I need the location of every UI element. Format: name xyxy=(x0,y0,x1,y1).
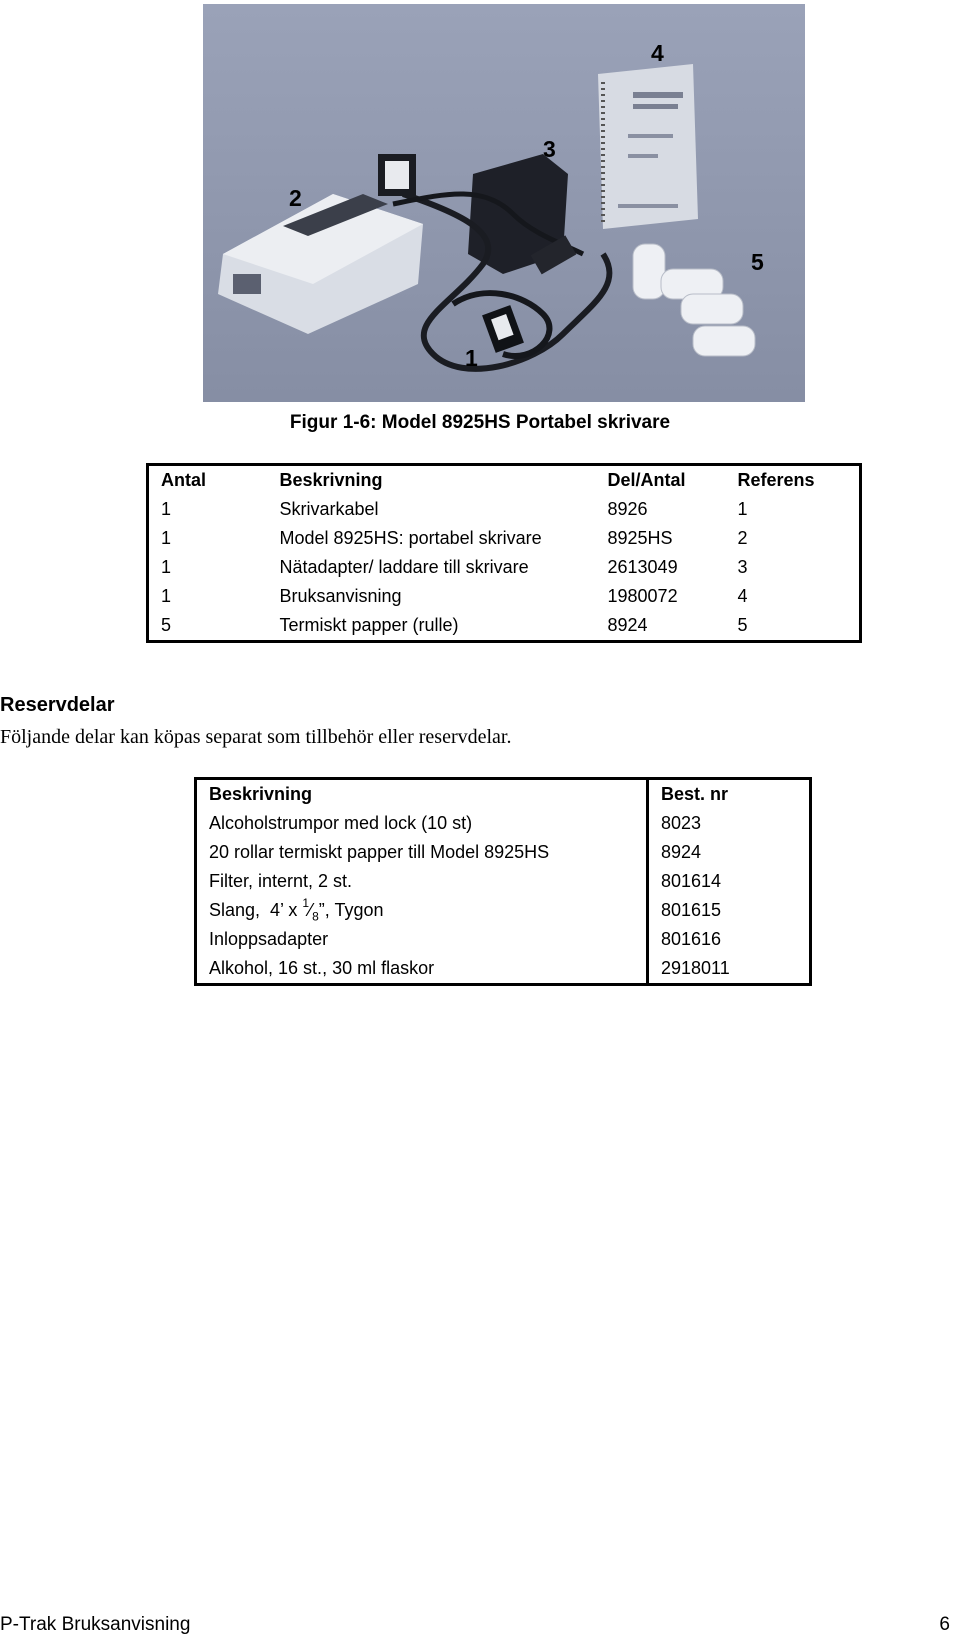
cell: 8925HS xyxy=(607,528,673,548)
cell: Termiskt papper (rulle) xyxy=(279,615,459,635)
cell: 1 xyxy=(161,499,172,519)
cell: 5 xyxy=(737,615,748,635)
spares-table xyxy=(194,777,812,986)
cell: 8023 xyxy=(648,809,811,838)
cell: 2613049 xyxy=(607,557,678,577)
callout-2: 2 xyxy=(289,185,302,211)
table-row xyxy=(148,524,861,553)
table-row xyxy=(196,896,811,925)
cell: 1 xyxy=(161,586,172,606)
cell: Alkohol, 16 st., 30 ml flaskor xyxy=(209,958,435,978)
cell: 1 xyxy=(161,528,172,548)
cell: Bruksanvisning xyxy=(279,586,402,606)
header-referens: Referens xyxy=(737,470,815,490)
callout-3: 3 xyxy=(543,136,556,162)
cell: 8926 xyxy=(607,499,648,519)
callout-1: 1 xyxy=(465,345,478,371)
header-beskrivning: Beskrivning xyxy=(279,470,383,490)
fraction-denominator: 8 xyxy=(312,909,319,924)
cell: 801616 xyxy=(648,925,811,954)
cell: 8924 xyxy=(648,838,811,867)
table-row xyxy=(196,838,811,867)
cell: Filter, internt, 2 st. xyxy=(209,871,353,891)
cell: 1 xyxy=(161,557,172,577)
callout-4: 4 xyxy=(651,40,664,66)
table-row xyxy=(148,495,861,524)
cell: 801615 xyxy=(648,896,811,925)
section-heading: Reservdelar xyxy=(0,694,115,716)
figure-caption: Figur 1-6: Model 8925HS Portabel skrivare xyxy=(289,412,671,433)
section-intro: Följande delar kan köpas separat som tillbehör eller reservdelar. xyxy=(0,726,512,748)
table-header-row xyxy=(196,779,811,810)
table-row xyxy=(196,809,811,838)
cell: 2 xyxy=(737,528,748,548)
cell: 5 xyxy=(161,615,172,635)
cell: Model 8925HS: portabel skrivare xyxy=(279,528,542,548)
callout-5: 5 xyxy=(751,249,764,275)
header-del-antal: Del/Antal xyxy=(607,470,686,490)
cell: 2918011 xyxy=(648,954,811,985)
table-row xyxy=(196,925,811,954)
header-antal: Antal xyxy=(161,470,206,490)
table-row xyxy=(196,954,811,985)
cell: Inloppsadapter xyxy=(209,929,329,949)
parts-table xyxy=(146,463,862,643)
cell: 20 rollar termiskt papper till Model 8925HS xyxy=(209,842,550,862)
cell: 1 xyxy=(737,499,748,519)
hose-label: Slang, 4’ x xyxy=(209,899,303,920)
fraction-numerator: 1 xyxy=(302,895,310,910)
table-row xyxy=(148,582,861,611)
cell: Slang, 4’ x $^1⁄_8$”, Tygon xyxy=(209,895,384,924)
table-row xyxy=(148,611,861,642)
cell: 801614 xyxy=(648,867,811,896)
footer-title: P-Trak Bruksanvisning xyxy=(0,1614,191,1635)
cell: Alcoholstrumpor med lock (10 st) xyxy=(209,813,473,833)
cell: 8924 xyxy=(607,615,648,635)
header-best-nr: Best. nr xyxy=(648,779,811,810)
table-row xyxy=(196,867,811,896)
page-number: 6 xyxy=(939,1614,950,1635)
header-beskrivning: Beskrivning xyxy=(209,784,313,804)
cell: 3 xyxy=(737,557,748,577)
cell: Nätadapter/ laddare till skrivare xyxy=(279,557,529,577)
cell: Skrivarkabel xyxy=(279,499,379,519)
table-row xyxy=(148,553,861,582)
table-header-row xyxy=(148,465,861,496)
cell: 4 xyxy=(737,586,748,606)
hose-suffix: ”, Tygon xyxy=(318,899,384,920)
cell: 1980072 xyxy=(607,586,678,606)
